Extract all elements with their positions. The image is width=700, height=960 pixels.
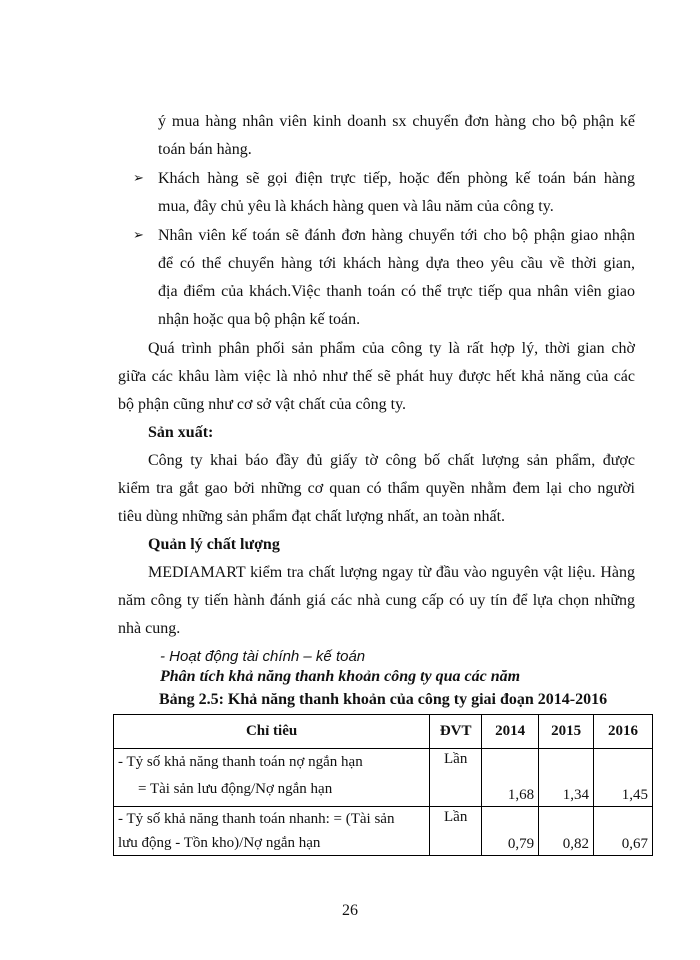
table-header-row bbox=[114, 715, 653, 749]
value-cell-2014: 0,79 bbox=[482, 807, 539, 856]
value-cell-2015: 1,34 bbox=[539, 749, 594, 807]
row-label-cell bbox=[114, 749, 430, 807]
paragraph-line: Công ty khai báo đầy đủ giấy tờ công bố chất lượng sản phẩm, được bbox=[148, 452, 635, 469]
bullet-line: địa điểm của khách.Việc thanh toán có thể trực tiếp qua nhân viên giao bbox=[158, 283, 635, 300]
header-cell: ĐVT bbox=[430, 715, 482, 749]
table-caption: Bảng 2.5: Khả năng thanh khoản của công ty giai đoạn 2014-2016 bbox=[159, 691, 608, 708]
bullet-line: mua, đây chủ yêu là khách hàng quen và lâu năm của công ty. bbox=[158, 198, 554, 215]
paragraph-line: toán bán hàng. bbox=[158, 141, 252, 158]
paragraph-line: ý mua hàng nhân viên kinh doanh sx chuyển đơn hàng cho bộ phận kế bbox=[158, 113, 635, 130]
paragraph-line: Quá trình phân phối sản phẩm của công ty là rất hợp lý, thời gian chờ bbox=[148, 340, 635, 357]
paragraph-line: năm công ty tiến hành đánh giá các nhà cung cấp có uy tín để lựa chọn những bbox=[118, 592, 635, 609]
value-cell-2016: 1,45 bbox=[594, 749, 653, 807]
bullet-line: Khách hàng sẽ gọi điện trực tiếp, hoặc đến phòng kế toán bán hàng bbox=[158, 170, 635, 187]
header-cell: Chỉ tiêu bbox=[114, 715, 430, 749]
row-label-line: lưu động - Tồn kho)/Nợ ngắn hạn bbox=[118, 835, 321, 851]
paragraph-line: nhà cung. bbox=[118, 620, 181, 637]
table-row bbox=[114, 749, 653, 807]
paragraph-line: kiểm tra gắt gao bởi những cơ quan có thẩm quyền nhằm đem lại cho người bbox=[118, 480, 635, 497]
unit-cell: Lần bbox=[430, 749, 482, 807]
paragraph-line: bộ phận cũng như cơ sở vật chất của công ty. bbox=[118, 396, 407, 413]
value-cell-2014: 1,68 bbox=[482, 749, 539, 807]
bullet-line: để có thể chuyển hàng tới khách hàng dựa theo yêu cầu về thời gian, bbox=[158, 255, 635, 272]
row-label-line: = Tài sản lưu động/Nợ ngắn hạn bbox=[138, 781, 333, 797]
paragraph-line: MEDIAMART kiểm tra chất lượng ngay từ đầu vào nguyên vật liệu. Hàng bbox=[148, 564, 635, 581]
paragraph-line: tiêu dùng những sản phẩm đạt chất lượng nhất, an toàn nhất. bbox=[118, 508, 506, 525]
page-number: 26 bbox=[342, 902, 358, 919]
section-title: Phân tích khả năng thanh khoản công ty qua các năm bbox=[160, 668, 521, 685]
bullet-line: Nhân viên kế toán sẽ đánh đơn hàng chuyển tới cho bộ phận giao nhận bbox=[158, 227, 635, 244]
arrow-bullet-icon: ➢ bbox=[133, 228, 144, 243]
row-label-cell bbox=[114, 807, 430, 856]
header-cell: 2015 bbox=[539, 715, 594, 749]
value-cell-2016: 0,67 bbox=[594, 807, 653, 856]
row-label-line: - Tỷ số khả năng thanh toán nợ ngắn hạn bbox=[118, 754, 363, 770]
paragraph-line: giữa các khâu làm việc là nhỏ như thế sẽ phát huy được hết khả năng của các bbox=[118, 368, 635, 385]
table-row bbox=[114, 807, 653, 856]
section-heading: Sản xuất: bbox=[148, 424, 214, 441]
section-heading: Quản lý chất lượng bbox=[148, 536, 280, 553]
sub-item-heading: - Hoạt động tài chính – kế toán bbox=[160, 648, 366, 665]
value-cell-2015: 0,82 bbox=[539, 807, 594, 856]
arrow-bullet-icon: ➢ bbox=[133, 171, 144, 186]
liquidity-table bbox=[113, 714, 653, 856]
bullet-line: nhận hoặc qua bộ phận kế toán. bbox=[158, 311, 361, 328]
header-cell: 2016 bbox=[594, 715, 653, 749]
header-cell: 2014 bbox=[482, 715, 539, 749]
unit-cell: Lần bbox=[430, 807, 482, 856]
row-label-line: - Tỷ số khả năng thanh toán nhanh: = (Tài sản bbox=[118, 811, 395, 827]
